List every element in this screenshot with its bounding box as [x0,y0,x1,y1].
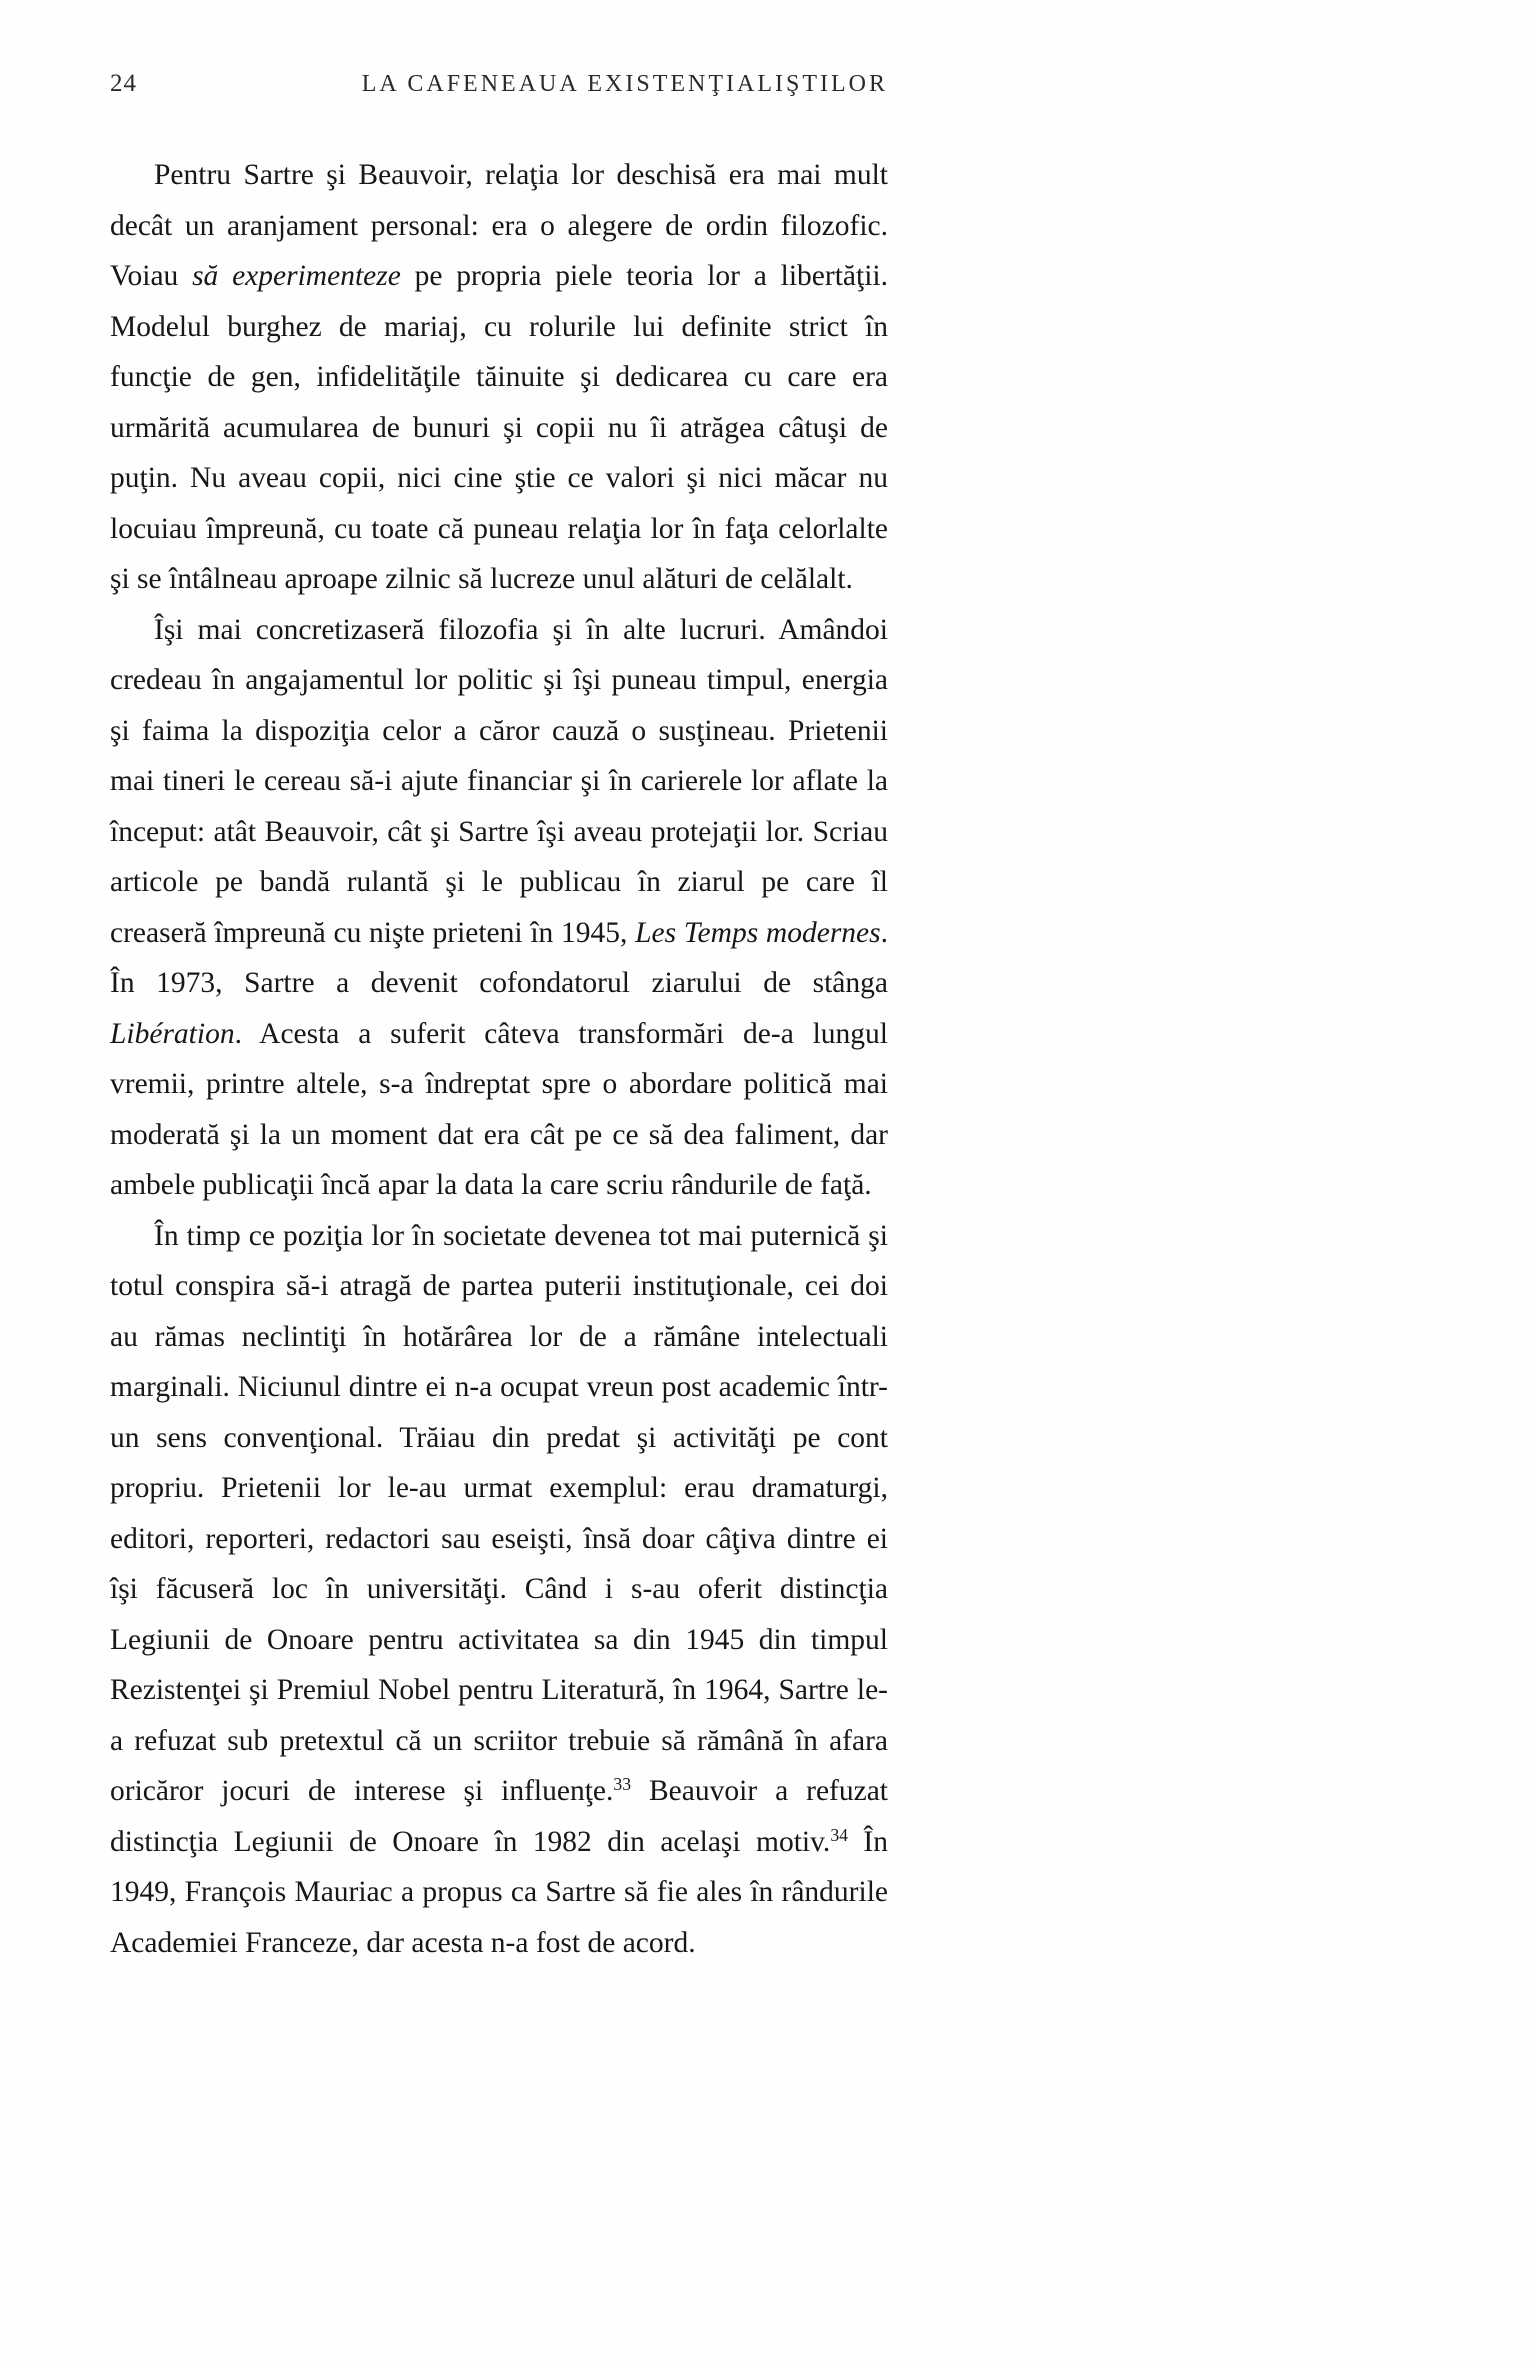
paragraph [110,150,888,605]
text-run: Îşi mai concretizaseră filozofia şi în alte lucruri. Amândoi credeau în angajamentul lor politic şi îşi puneau timpul, energia şi faima la dispoziţia celor a căror cauză o susţineau. Prietenii mai tineri le cereau să-i ajute financiar şi în carierele lor aflate la început: atât Beauvoir, cât şi Sartre îşi aveau protejaţii lor. Scriau articole pe bandă rulantă şi le publicau în ziarul pe care îl creaseră împreună cu nişte prieteni în 1945, [110,613,888,949]
footnote-reference: 33 [613,1774,632,1795]
italic-text: Libération [110,1017,235,1050]
paragraph [110,605,888,1211]
paragraph [110,1211,888,1969]
text-run: . Acesta a suferit câteva transformări de-a lungul vremii, printre altele, s-a îndreptat spre o abordare politică mai moderată şi la un moment dat era cât pe ce să dea faliment, dar ambele publicaţii încă apar la data la care scriu rândurile de faţă. [110,1017,888,1201]
text-run: Pentru Sartre şi Beauvoir, relaţia lor deschisă era mai mult decât un aranjament personal: era o alegere de ordin filozofic. Voiau [110,159,888,292]
page-number: 24 [110,70,137,97]
text-run: În 1949, François Mauriac a propus ca Sartre să fie ales în rândurile Academiei Franceze, dar acesta n-a fost de acord. [110,1825,888,1959]
italic-text: să experimenteze [192,260,401,292]
running-header-title: LA CAFENEAUA EXISTENŢIALIŞTILOR [361,71,888,97]
text-run: pe propria piele teoria lor a libertăţii. Modelul burghez de mariaj, cu rolurile lui definite strict în funcţie de gen, infidelităţile tăinuite şi dedicarea cu care era urmărită acumularea de bunuri şi copii nu îi atrăgea câtuşi de puţin. Nu aveau copii, nici cine ştie ce valori şi nici măcar nu locuiau împreună, cu toate că puneau relaţia lor în faţa celorlalte şi se întâlneau aproape zilnic să lucreze unul alături de celălalt. [110,260,888,595]
page-header [110,70,888,98]
text-run: Beauvoir a refuzat distincţia Legiunii de Onoare în 1982 din acelaşi motiv. [110,1775,888,1858]
body-text [110,150,888,1968]
italic-text: Les Temps modernes [635,916,881,949]
footnote-reference: 34 [830,1824,848,1845]
text-run: În timp ce poziţia lor în societate devenea tot mai puternică şi totul conspira să-i atragă de partea puterii instituţionale, cei doi au rămas neclintiţi în hotărârea lor de a rămâne intelectuali marginali. Niciunul dintre ei n-a ocupat vreun post academic într-un sens convenţional. Trăiau din predat şi activităţi pe cont propriu. Prietenii lor le-au urmat exemplul: erau dramaturgi, editori, reporteri, redactori sau eseişti, însă doar câţiva dintre ei îşi făcuseră loc în universităţi. Când i s-au oferit distincţia Legiunii de Onoare pentru activitatea sa din 1945 din timpul Rezistenţei şi Premiul Nobel pentru Literatură, în 1964, Sartre le-a refuzat sub pretextul că un scriitor trebuie să rămână în afara oricăror jocuri de interese şi influenţe. [110,1219,888,1807]
text-run: . În 1973, Sartre a devenit cofondatorul ziarului de stânga [110,916,888,999]
